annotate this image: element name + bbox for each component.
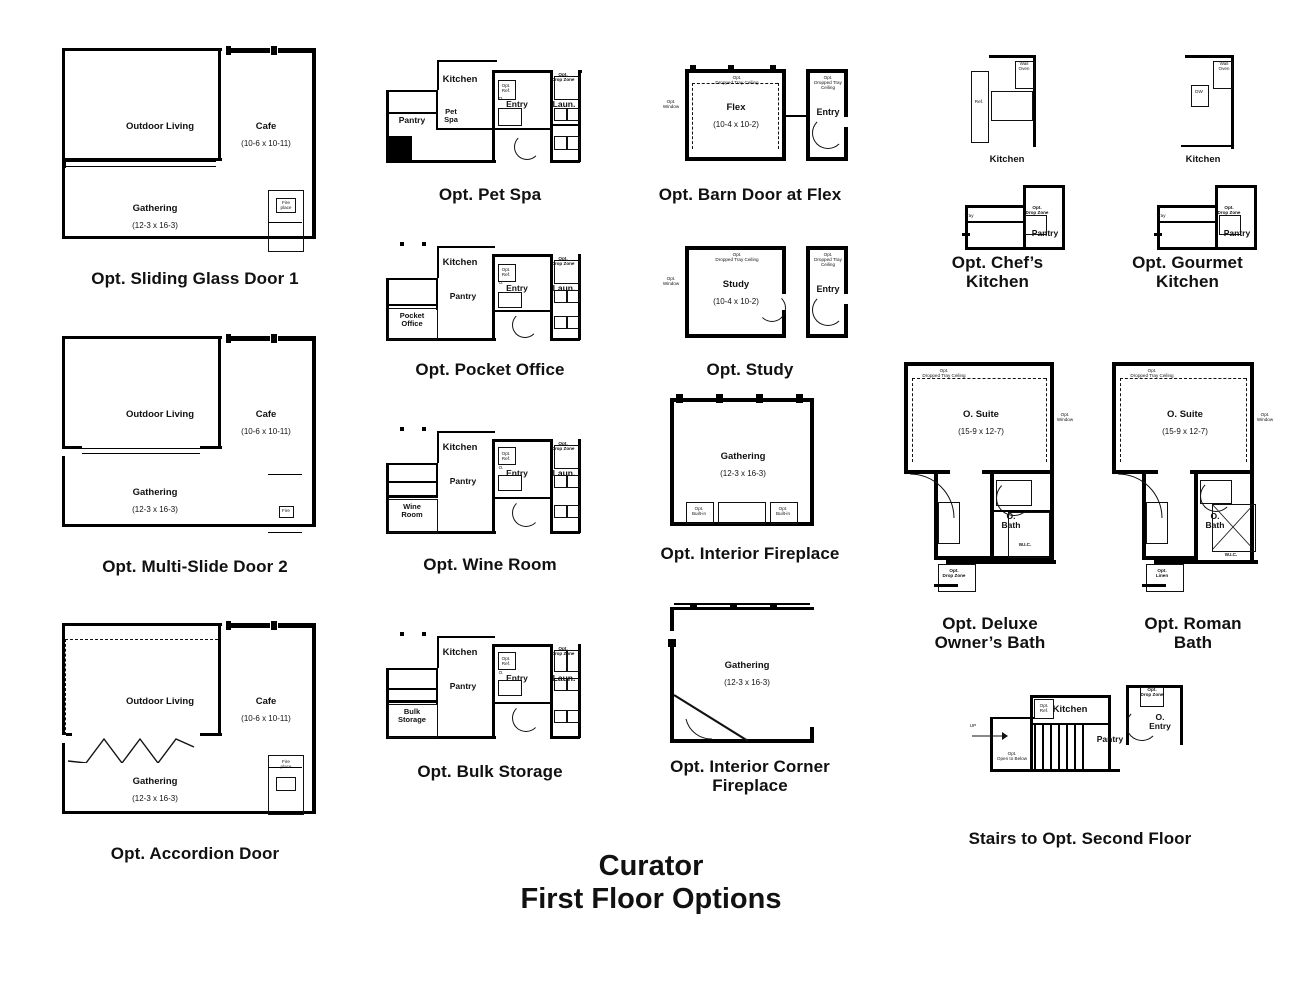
room-entry: Entry bbox=[506, 673, 528, 683]
caption-line-2: Bath bbox=[1173, 633, 1213, 653]
caption-sliding-glass-door-1: Opt. Sliding Glass Door 1 bbox=[91, 269, 299, 288]
caption-line-1: Opt. Chef’s bbox=[951, 253, 1044, 272]
room-pantry: Pantry bbox=[398, 115, 426, 125]
caption-pet-spa: Opt. Pet Spa bbox=[438, 185, 542, 204]
room-cafe: Cafe (10-6 x 10-11) bbox=[241, 409, 291, 436]
caption-barn-door-at-flex: Opt. Barn Door at Flex bbox=[658, 185, 842, 204]
sheet-title-line-1: Curator bbox=[598, 850, 704, 882]
caption-line-1: Opt. Roman bbox=[1144, 614, 1242, 633]
room-pocket-office: Pocket Office bbox=[399, 311, 425, 329]
option-accordion-door bbox=[50, 615, 340, 863]
caption-roman-bath bbox=[1098, 614, 1288, 652]
caption-line-1: Opt. Interior Corner bbox=[670, 757, 830, 776]
room-laundry: Laun. bbox=[552, 283, 576, 293]
plan-barn-door-at-flex: Flex (10-4 x 10-2) Entry Opt. Window Opt. Dropped Tray Ceiling Opt. Dropped Tray Ceiling bbox=[630, 55, 870, 175]
room-gathering: Gathering (12-3 x 16-3) bbox=[132, 203, 178, 230]
plan-bulk-storage: Kitchen Pantry Bulk Storage Entry Laun. Opt. Drop Zone Opt. Ref. O. bbox=[382, 630, 598, 752]
room-kitchen: Kitchen bbox=[1185, 154, 1221, 165]
option-sliding-glass-door-1 bbox=[50, 40, 340, 288]
caption-wine-room: Opt. Wine Room bbox=[423, 555, 557, 574]
room-entry: Entry bbox=[816, 107, 840, 117]
room-flex: Flex (10-4 x 10-2) bbox=[713, 102, 759, 129]
plan-multi-slide-door-2: Fire Outdoor Living Cafe (10-6 x 10-11) Gathering (12-3 x 16-3) bbox=[50, 328, 340, 543]
room-owners-bath: O. Bath bbox=[1205, 511, 1225, 530]
option-chefs-kitchen bbox=[905, 45, 1090, 291]
plan-accordion-door: Fire place Outdoor Living Cafe (10-6 x 10-11) Gathering (12-3 x 16-3) bbox=[50, 615, 340, 830]
option-study bbox=[630, 232, 870, 379]
door-swing-icon bbox=[1116, 470, 1200, 520]
room-owners-bath: O. Bath bbox=[1001, 511, 1021, 530]
room-kitchen: Kitchen bbox=[442, 74, 478, 85]
accordion-door-symbol bbox=[64, 719, 204, 763]
room-pantry: Pantry bbox=[1223, 228, 1251, 238]
room-owners-suite: O. Suite (15-9 x 12-7) bbox=[958, 409, 1004, 436]
option-interior-corner-fireplace bbox=[630, 595, 870, 795]
plan-study: Study (10-4 x 10-2) Entry Opt. Window Opt. Dropped Tray Ceiling Opt. Dropped Tray Ceiling bbox=[630, 232, 870, 350]
room-gathering: Gathering (12-3 x 16-3) bbox=[720, 451, 766, 478]
option-interior-fireplace bbox=[630, 390, 870, 563]
plan-pet-spa: Kitchen Pantry Pet Spa Entry Laun. Opt. Drop Zone Opt. Ref. O. bbox=[382, 50, 598, 175]
caption-deluxe-owners-bath bbox=[890, 614, 1090, 652]
option-bulk-storage bbox=[382, 630, 598, 781]
caption-pocket-office: Opt. Pocket Office bbox=[415, 360, 565, 379]
caption-bulk-storage: Opt. Bulk Storage bbox=[417, 762, 563, 781]
sheet-title-line-2: First Floor Options bbox=[520, 883, 782, 916]
up-arrow-icon bbox=[972, 729, 1008, 743]
room-pantry: Pantry bbox=[1096, 734, 1124, 744]
plan-deluxe-owners-bath: O. Suite (15-9 x 12-7) O. Bath W.I.C. Opt. Dropped Tray Ceiling Opt. Window Opt. Drop Zone bbox=[890, 352, 1090, 610]
room-pet-spa: Pet Spa bbox=[444, 107, 458, 124]
room-cafe: Cafe (10-6 x 10-11) bbox=[241, 121, 291, 148]
door-swing-icon bbox=[908, 470, 992, 520]
plan-pocket-office: Kitchen Pantry Pocket Office Entry Laun. Opt. Drop Zone Opt. Ref. O. bbox=[382, 240, 598, 350]
room-kitchen: Kitchen bbox=[442, 647, 478, 658]
option-barn-door-at-flex bbox=[630, 55, 870, 204]
plan-stairs-to-second-floor: Kitchen Pantry O. Entry Opt. Drop Zone Opt. Ref. UP Opt. Open to Below bbox=[930, 665, 1230, 825]
corner-fireplace-symbol bbox=[670, 691, 770, 745]
caption-line-1: Opt. Gourmet bbox=[1132, 253, 1243, 272]
room-laundry: Laun. bbox=[552, 99, 576, 109]
room-entry: Entry bbox=[506, 468, 528, 478]
sheet-title bbox=[0, 850, 1302, 917]
room-cafe: Cafe (10-6 x 10-11) bbox=[241, 696, 291, 723]
option-multi-slide-door-2 bbox=[50, 328, 340, 576]
caption-multi-slide-door-2: Opt. Multi-Slide Door 2 bbox=[102, 557, 288, 576]
caption-accordion-door: Opt. Accordion Door bbox=[110, 844, 280, 863]
room-outdoor-living: Outdoor Living bbox=[125, 696, 195, 707]
plan-interior-corner-fireplace bbox=[630, 595, 870, 755]
option-pet-spa bbox=[382, 50, 598, 204]
caption-chefs-kitchen bbox=[905, 253, 1090, 291]
room-pantry: Pantry bbox=[1031, 228, 1059, 238]
option-gourmet-kitchen bbox=[1095, 45, 1280, 291]
caption-line-2: Owner’s Bath bbox=[934, 633, 1046, 653]
caption-stairs-to-second-floor: Stairs to Opt. Second Floor bbox=[968, 829, 1192, 848]
room-laundry: Laun. bbox=[552, 673, 576, 683]
room-owners-suite: O. Suite (15-9 x 12-7) bbox=[1162, 409, 1208, 436]
caption-interior-fireplace: Opt. Interior Fireplace bbox=[660, 544, 840, 563]
room-kitchen: Kitchen bbox=[1052, 704, 1088, 715]
caption-line-1: Opt. Deluxe bbox=[942, 614, 1038, 633]
room-gathering: Gathering (12-3 x 16-3) bbox=[724, 660, 770, 687]
room-pantry: Pantry bbox=[449, 681, 477, 691]
caption-line-2: Fireplace bbox=[712, 776, 788, 796]
room-gathering: Gathering (12-3 x 16-3) bbox=[132, 487, 178, 514]
room-study: Study (10-4 x 10-2) bbox=[713, 279, 759, 306]
option-stairs-to-second-floor bbox=[930, 665, 1230, 848]
option-deluxe-owners-bath bbox=[890, 352, 1090, 652]
room-pantry: Pantry bbox=[449, 476, 477, 486]
room-entry: Entry bbox=[506, 99, 528, 109]
plan-chefs-kitchen: Wall Oven Ref. Opt. Drop Zone Tray Kitchen Pantry bbox=[905, 45, 1090, 245]
caption-line-2: Kitchen bbox=[1155, 272, 1220, 292]
room-outdoor-living: Outdoor Living bbox=[125, 409, 195, 420]
room-kitchen: Kitchen bbox=[989, 154, 1025, 165]
room-entry: Entry bbox=[816, 284, 840, 294]
plan-wine-room: Kitchen Pantry Wine Room Entry Laun. Opt. Drop Zone Opt. Ref. O. bbox=[382, 425, 598, 545]
room-gathering: Gathering (12-3 x 16-3) bbox=[132, 776, 178, 803]
caption-gourmet-kitchen bbox=[1095, 253, 1280, 291]
room-pantry: Pantry bbox=[449, 291, 477, 301]
caption-interior-corner-fireplace bbox=[630, 757, 870, 795]
room-kitchen: Kitchen bbox=[442, 442, 478, 453]
plan-interior-fireplace: Opt. Built-in Opt. Built-in Gathering (12-3 x 16-3) bbox=[630, 390, 870, 540]
room-bulk-storage: Bulk Storage bbox=[398, 707, 426, 725]
option-wine-room bbox=[382, 425, 598, 574]
room-entry: Entry bbox=[506, 283, 528, 293]
option-pocket-office bbox=[382, 240, 598, 379]
room-outdoor-living: Outdoor Living bbox=[125, 121, 195, 132]
option-roman-bath bbox=[1098, 352, 1288, 652]
plan-gourmet-kitchen: Wall Oven DW Opt. Drop Zone Tray Kitchen Pantry bbox=[1095, 45, 1280, 245]
caption-line-2: Kitchen bbox=[965, 272, 1030, 292]
room-entry: O. Entry bbox=[1149, 712, 1171, 731]
room-kitchen: Kitchen bbox=[442, 257, 478, 268]
room-laundry: Laun. bbox=[552, 468, 576, 478]
plan-sliding-glass-door-1: Fire place Outdoor Living Cafe (10-6 x 10-11) Gathering (12-3 x 16-3) bbox=[50, 40, 340, 255]
plan-roman-bath: O. Suite (15-9 x 12-7) O. Bath W.I.C. Opt. Dropped Tray Ceiling Opt. Window Opt. Linen bbox=[1098, 352, 1288, 610]
caption-study: Opt. Study bbox=[706, 360, 794, 379]
room-wine-room: Wine Room bbox=[401, 502, 423, 520]
